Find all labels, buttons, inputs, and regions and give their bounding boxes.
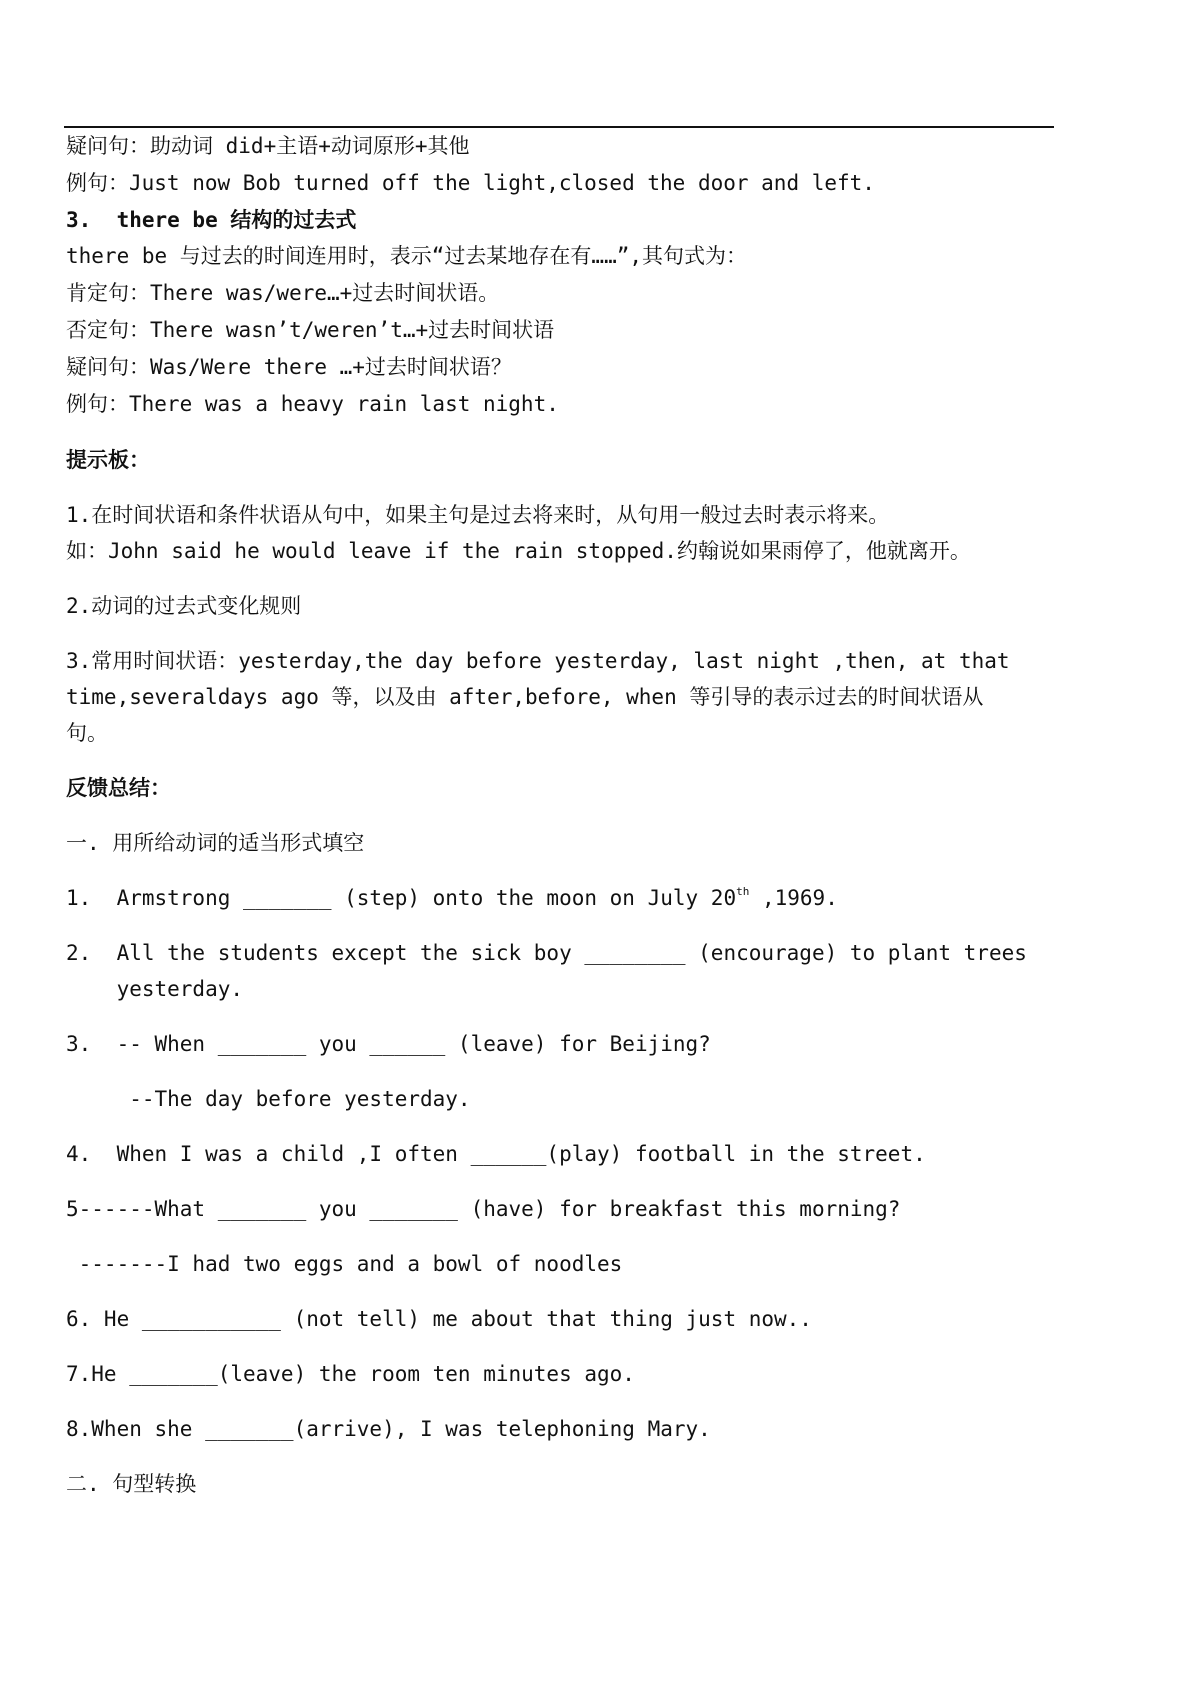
question-3-line-2: --The day before yesterday. (66, 1087, 471, 1111)
feedback-heading: 反馈总结： (66, 776, 171, 800)
question-3-line-1: 3. -- When _______ you ______ (leave) for Beijing? (66, 1032, 711, 1056)
question-4: 4. When I was a child ,I often ______(play) football in the street. (66, 1142, 926, 1166)
hint-item-3-line-2: time,severaldays ago 等，以及由 after,before, when 等引导的表示过去的时间状语从 (66, 685, 984, 709)
there-be-negative: 否定句：There wasn’t/weren’t…+过去时间状语 (66, 318, 555, 342)
question-2-line-1: 2. All the students except the sick boy ________ (encourage) to plant trees (66, 941, 1027, 965)
question-5-line-1: 5------What _______ you _______ (have) for breakfast this morning? (66, 1197, 901, 1221)
question-1-text: 1. Armstrong _______ (step) onto the moon on July 20 (66, 886, 737, 910)
past-example: 例句：Just now Bob turned off the light,closed the door and left. (66, 171, 875, 195)
question-1 (66, 883, 838, 913)
question-7: 7.He _______(leave) the room ten minutes ago. (66, 1362, 635, 1386)
there-be-intro: there be 与过去的时间连用时，表示“过去某地存在有……”,其句式为： (66, 244, 748, 268)
past-question-pattern: 疑问句：助动词 did+主语+动词原形+其他 (66, 134, 470, 158)
question-2-line-2: yesterday. (66, 977, 244, 1001)
there-be-example: 例句：There was a heavy rain last night. (66, 392, 559, 416)
there-be-question: 疑问句：Was/Were there …+过去时间状语？ (66, 355, 512, 379)
there-be-affirmative: 肯定句：There was/were…+过去时间状语。 (66, 281, 500, 305)
question-1-tail: ,1969. (749, 886, 838, 910)
part-1-title: 一. 用所给动词的适当形式填空 (66, 831, 365, 855)
header-rule (64, 126, 1054, 128)
hint-item-3-line-3: 句。 (66, 721, 108, 745)
question-5-line-2: -------I had two eggs and a bowl of noodles (66, 1252, 623, 1276)
hint-item-1-line-2: 如：John said he would leave if the rain stopped.约翰说如果雨停了，他就离开。 (66, 539, 971, 563)
part-2-title: 二. 句型转换 (66, 1472, 197, 1496)
question-6: 6. He ___________ (not tell) me about that thing just now.. (66, 1307, 812, 1331)
hint-item-1-line-1: 1.在时间状语和条件状语从句中，如果主句是过去将来时，从句用一般过去时表示将来。 (66, 503, 890, 527)
there-be-heading: 3. there be 结构的过去式 (66, 208, 357, 232)
hint-item-3-line-1: 3.常用时间状语：yesterday,the day before yesterday, last night ,then, at that (66, 649, 1010, 673)
question-8: 8.When she _______(arrive), I was telephoning Mary. (66, 1417, 711, 1441)
hint-item-2: 2.动词的过去式变化规则 (66, 594, 302, 618)
question-1-superscript: th (736, 885, 750, 898)
hint-board-heading: 提示板： (66, 448, 150, 472)
